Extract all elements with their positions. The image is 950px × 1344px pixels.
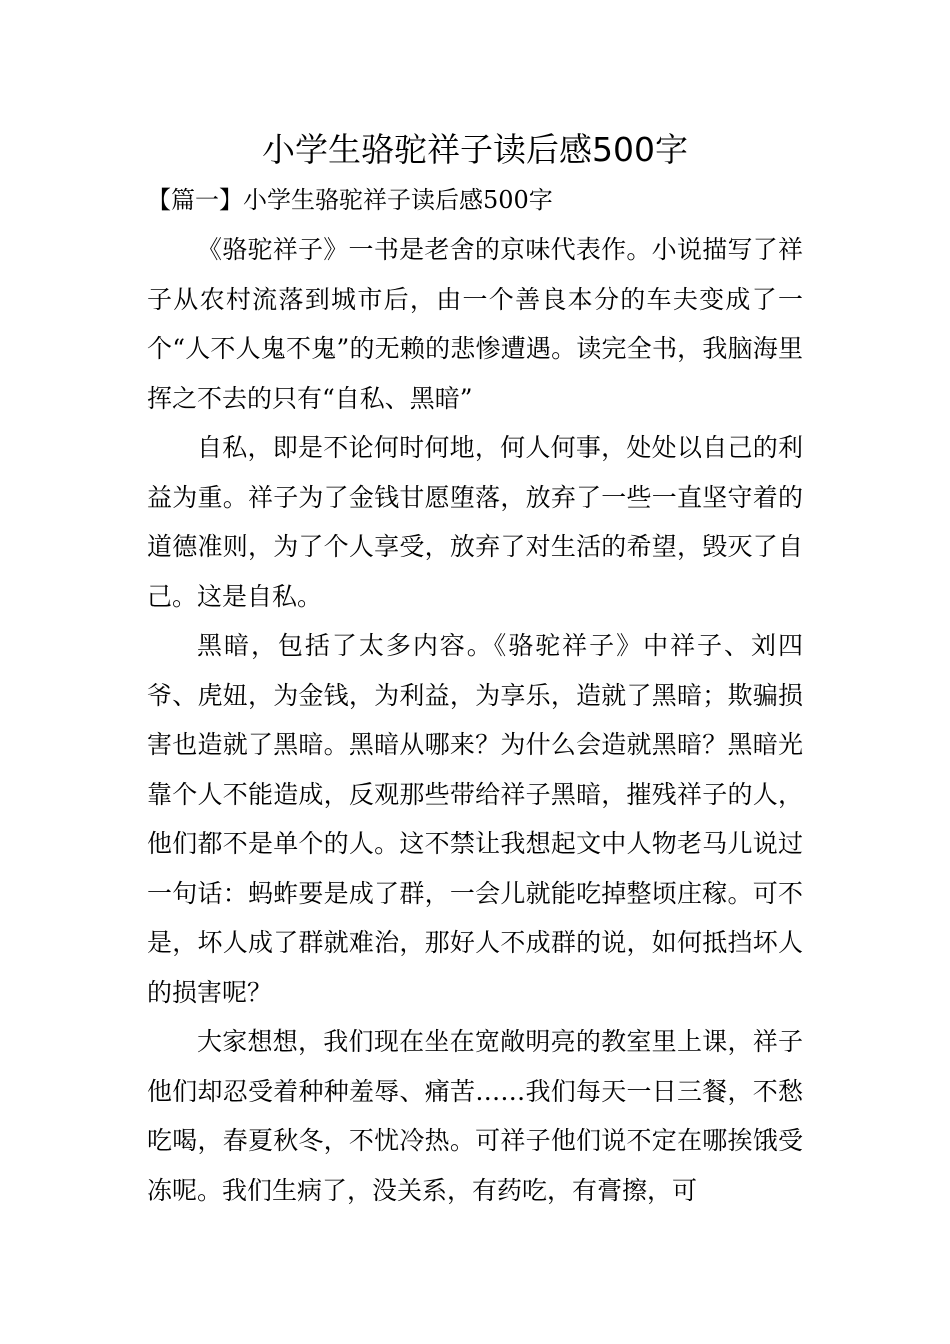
document-body — [147, 225, 803, 1215]
paragraph-intro: 《骆驼祥子》一书是老舍的京味代表作。小说描写了祥子从农村流落到城市后，由一个善良本分的车夫变成了一个“人不人鬼不鬼”的无赖的悲惨遭遇。读完全书，我脑海里挥之不去的只有“自私、黑暗” — [147, 235, 803, 413]
paragraph-darkness: 黑暗，包括了太多内容。《骆驼祥子》中祥子、刘四爷、虎妞，为金钱，为利益，为享乐，造就了黑暗；欺骗损害也造就了黑暗。黑暗从哪来？为什么会造就黑暗？黑暗光靠个人不能造成，反观那些带给祥子黑暗，摧残祥子的人，他们都不是单个的人。这不禁让我想起文中人物老马儿说过一句话：蚂蚱要是成了群，一会儿就能吃掉整顷庄稼。可不是，坏人成了群就难治，那好人不成群的说，如何抵挡坏人的损害呢？ — [147, 631, 803, 1007]
document-title: 小学生骆驼祥子读后感500字 — [262, 130, 688, 169]
paragraph-reflection: 大家想想，我们现在坐在宽敞明亮的教室里上课，祥子他们却忍受着种种羞辱、痛苦……我们每天一日三餐，不愁吃喝，春夏秋冬，不忧冷热。可祥子他们说不定在哪挨饿受冻呢。我们生病了，没关系，有药吃，有膏擦，可 — [147, 1027, 803, 1205]
paragraph-selfishness: 自私，即是不论何时何地，何人何事，处处以自己的利益为重。祥子为了金钱甘愿堕落，放弃了一些一直坚守着的道德准则，为了个人享受，放弃了对生活的希望，毁灭了自己。这是自私。 — [147, 433, 803, 611]
section-heading: 【篇一】小学生骆驼祥子读后感500字 — [147, 186, 553, 214]
